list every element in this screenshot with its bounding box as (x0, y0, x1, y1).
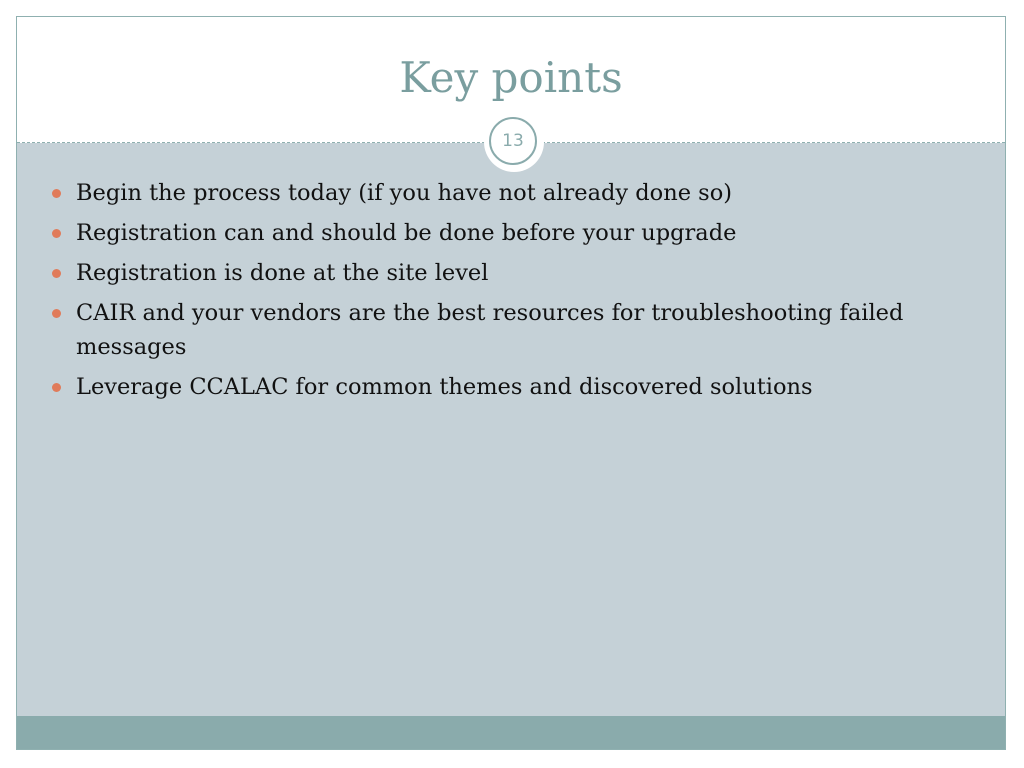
bullet-dot-icon (52, 269, 61, 278)
bullet-dot-icon (52, 383, 61, 392)
slide-title: Key points (399, 53, 623, 102)
bullet-dot-icon (52, 229, 61, 238)
bullet-list (48, 176, 988, 410)
bullet-text: Begin the process today (if you have not already done so) (76, 180, 733, 206)
bullet-item (48, 296, 988, 364)
bullet-item (48, 256, 988, 290)
bullet-text: Leverage CCALAC for common themes and discovered solutions (76, 374, 813, 400)
bullet-text: CAIR and your vendors are the best resources for troubleshooting failed messages (76, 300, 904, 360)
bullet-text: Registration can and should be done before your upgrade (76, 220, 737, 246)
bullet-dot-icon (52, 309, 61, 318)
bottom-band (17, 716, 1005, 749)
page-number-badge: 13 (489, 117, 537, 165)
bullet-item (48, 216, 988, 250)
bullet-dot-icon (52, 189, 61, 198)
bullet-item (48, 370, 988, 404)
bullet-text: Registration is done at the site level (76, 260, 489, 286)
bullet-item (48, 176, 988, 210)
